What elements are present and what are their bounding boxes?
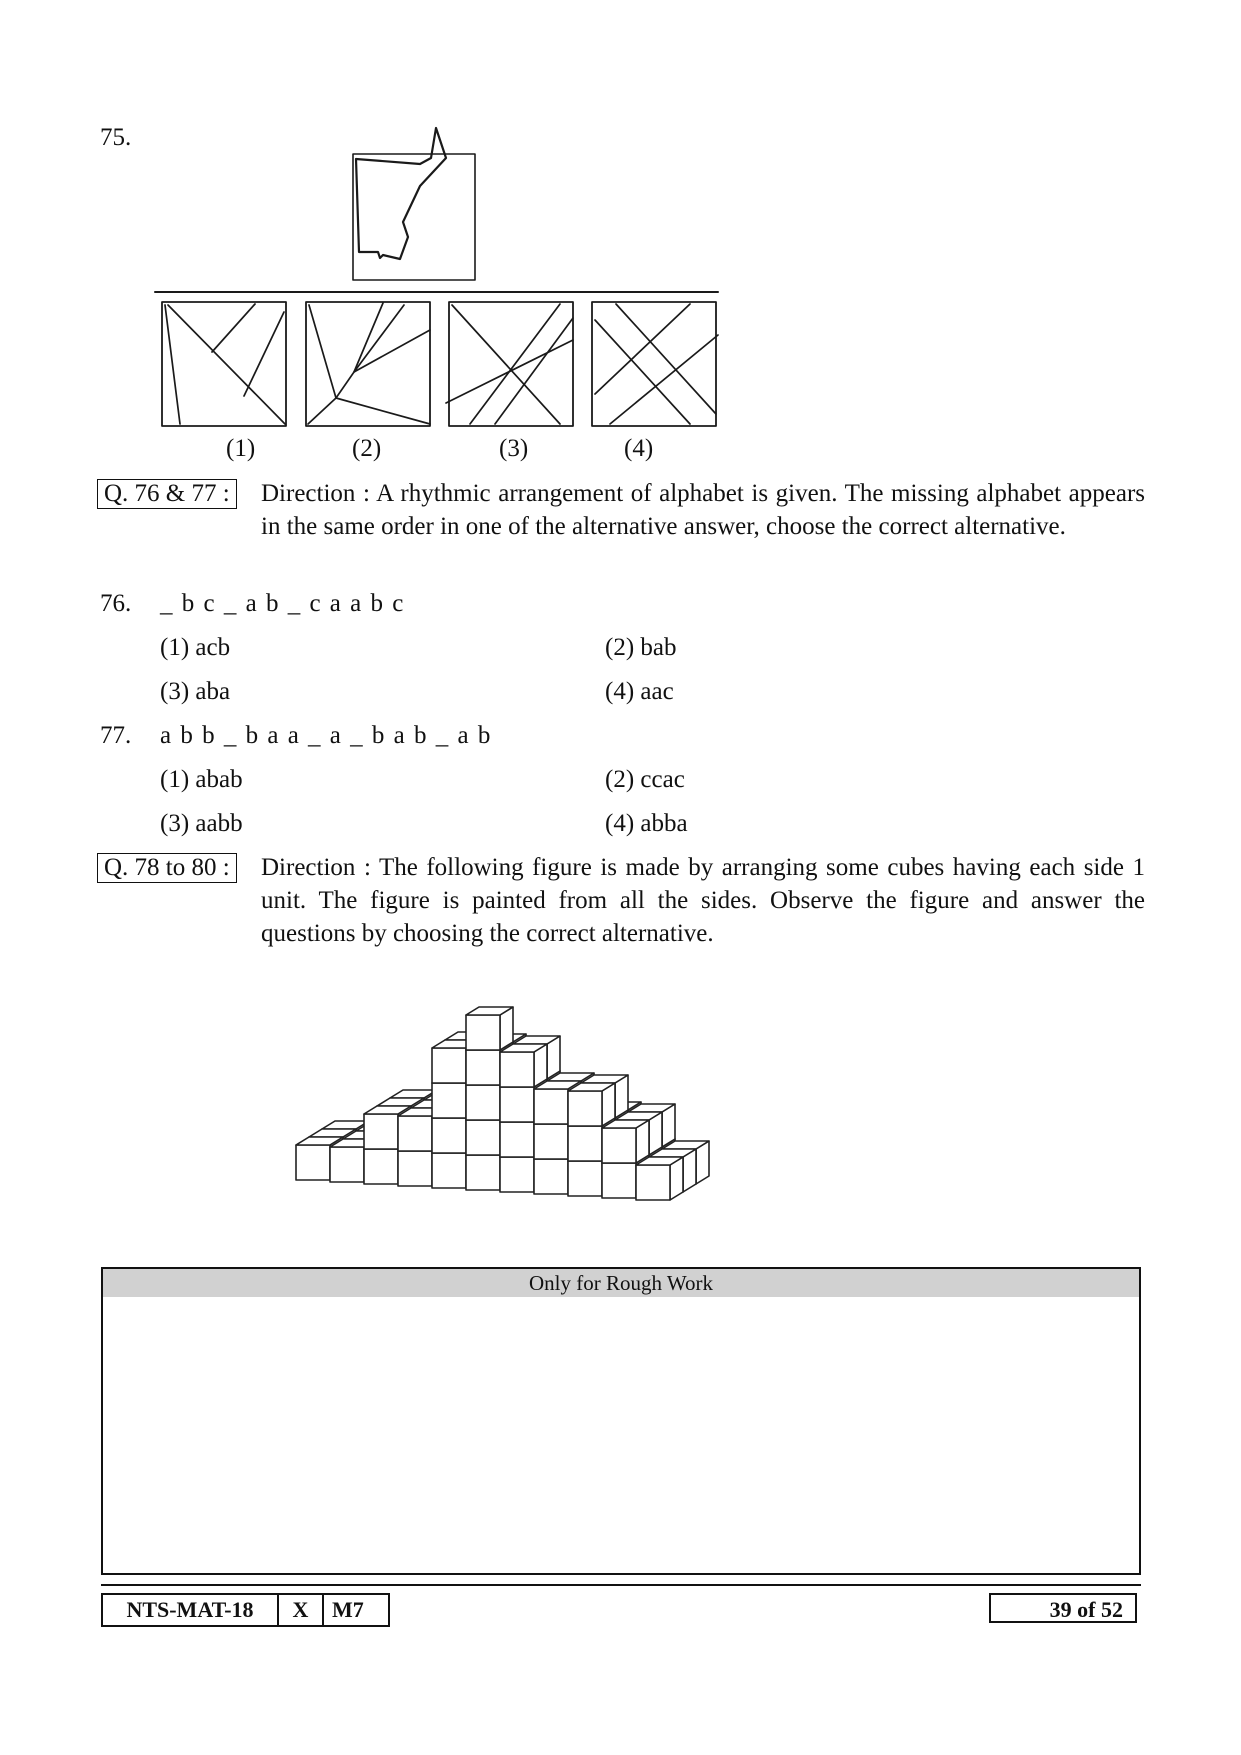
option-4-label: (4) [624,435,654,462]
option-3-label: (3) [499,435,529,462]
footer-page-number: 39 of 52 [989,1593,1137,1623]
question-77-option-3[interactable]: (3) aabb [160,810,243,837]
direction-2-tag: Q. 78 to 80 : [97,853,237,883]
question-77-text: a b b _ b a a _ a _ b a b _ a b [160,722,491,749]
option-2-label: (2) [352,435,382,462]
direction-1-text: Direction : A rhythmic arrangement of alphabet is given. The missing alphabet appears in the same order in one of the alternative answer, choose the correct alternative. [261,480,1145,540]
rough-work-title: Only for Rough Work [103,1269,1139,1297]
footer-paper-code: NTS-MAT-18 [103,1595,279,1625]
question-75-number: 75. [100,124,132,151]
question-76-option-1[interactable]: (1) acb [160,634,231,661]
footer-rule [101,1584,1141,1586]
question-76-option-2[interactable]: (2) bab [605,634,677,661]
footer-class: X [279,1595,324,1625]
question-76-text: _ b c _ a b _ c a a b c [160,590,404,617]
question-76-number: 76. [100,590,132,617]
question-77-number: 77. [100,722,132,749]
option-1-label: (1) [226,435,256,462]
footer-set: M7 [332,1597,364,1622]
question-76-option-3[interactable]: (3) aba [160,678,231,705]
question-77-option-4[interactable]: (4) abba [605,810,688,837]
question-76-option-4[interactable]: (4) aac [605,678,674,705]
direction-1-tag: Q. 76 & 77 : [97,479,237,509]
question-77-option-2[interactable]: (2) ccac [605,766,685,793]
rough-work-box [101,1267,1141,1575]
footer-code-box [101,1593,390,1627]
direction-2-text: Direction : The following figure is made by arranging some cubes having each side 1 unit. The figure is painted from all the sides. Observe the figure and answer the questions by choosing the correct alternative. [261,854,1145,947]
question-77-option-1[interactable]: (1) abab [160,766,243,793]
